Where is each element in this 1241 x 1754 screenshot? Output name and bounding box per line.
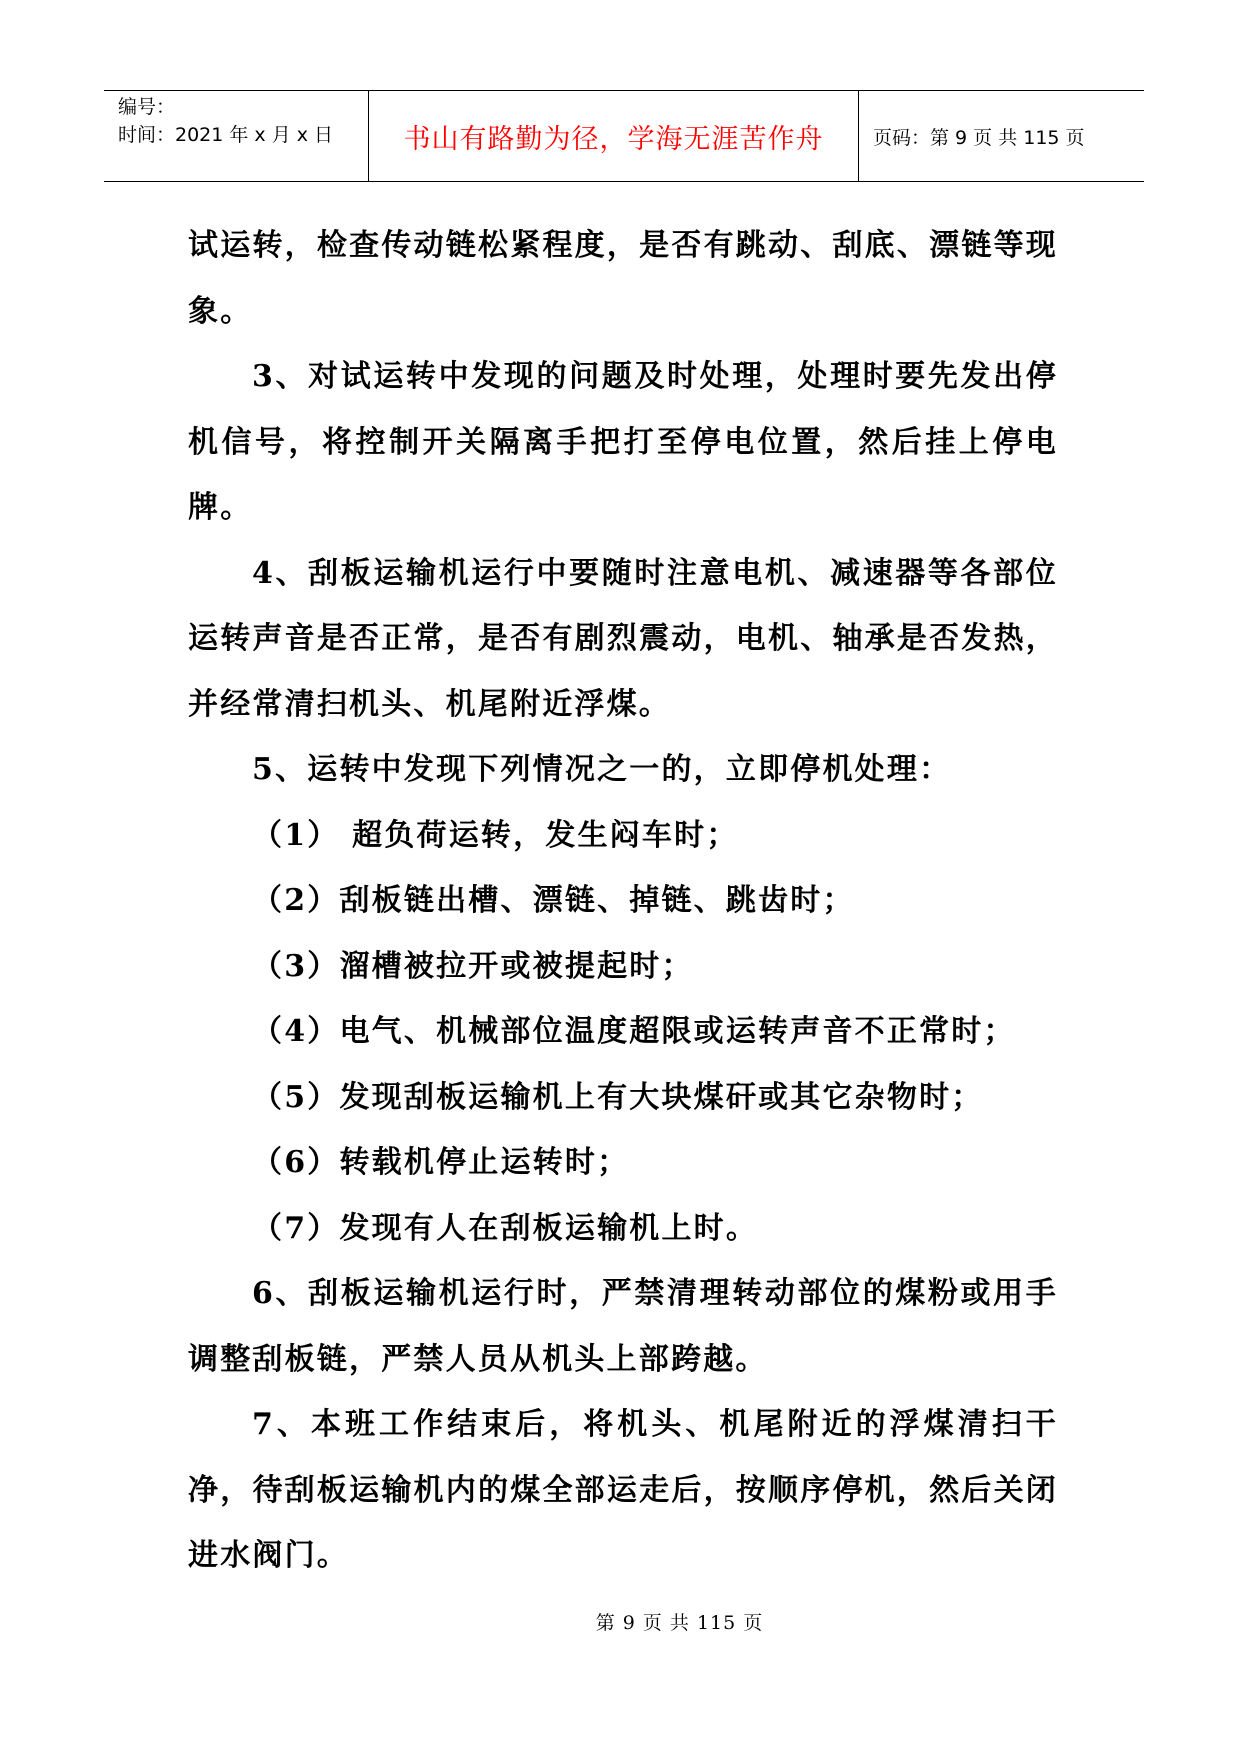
body-paragraph: （2）刮板链出槽、漂链、掉链、跳齿时；	[252, 883, 855, 918]
body-paragraph: （6）转载机停止运转时；	[252, 1145, 630, 1180]
body-paragraph: 试运转，检查传动链松紧程度，是否有跳动、刮底、漂链等现象。	[188, 228, 1058, 329]
serial-number-label: 编号：	[118, 96, 176, 118]
body-paragraph: 5、运转中发现下列情况之一的，立即停机处理：	[252, 752, 952, 787]
header-page-code: 页码：第 9 页 共 115 页	[873, 126, 1085, 149]
body-paragraph: 7、本班工作结束后，将机头、机尾附近的浮煤清扫干净，待刮板运输机内的煤全部运走后，按顺序停机，然后关闭进水阀门。	[188, 1407, 1058, 1573]
time-label: 时间：2021 年 x 月 x 日	[118, 124, 334, 146]
body-paragraph: 4、刮板运输机运行中要随时注意电机、减速器等各部位运转声音是否正常，是否有剧烈震动，电机、轴承是否发热，并经常清扫机头、机尾附近浮煤。	[188, 555, 1058, 722]
body-paragraph: （1） 超负荷运转，发生闷车时；	[252, 817, 739, 853]
header-meta	[104, 91, 369, 181]
body-paragraph: （7）发现有人在刮板运输机上时。	[252, 1210, 759, 1246]
page-footer: 第 9 页 共 115 页	[595, 1612, 764, 1634]
body-paragraph: （5）发现刮板运输机上有大块煤矸或其它杂物时；	[252, 1079, 984, 1115]
header-motto: 书山有路勤为径，学海无涯苦作舟	[369, 91, 859, 181]
body-paragraph: 3、对试运转中发现的问题及时处理，处理时要先发出停机信号，将控制开关隔离手把打至停电位置，然后挂上停电牌。	[188, 359, 1058, 525]
page-header	[104, 90, 1144, 182]
body-paragraph: （4）电气、机械部位温度超限或运转声音不正常时；	[252, 1014, 1016, 1049]
body-paragraph: （3）溜槽被拉开或被提起时；	[252, 948, 694, 984]
document-body	[188, 213, 1058, 1589]
body-paragraph: 6、刮板运输机运行时，严禁清理转动部位的煤粉或用手调整刮板链，严禁人员从机头上部跨越。	[188, 1276, 1058, 1377]
